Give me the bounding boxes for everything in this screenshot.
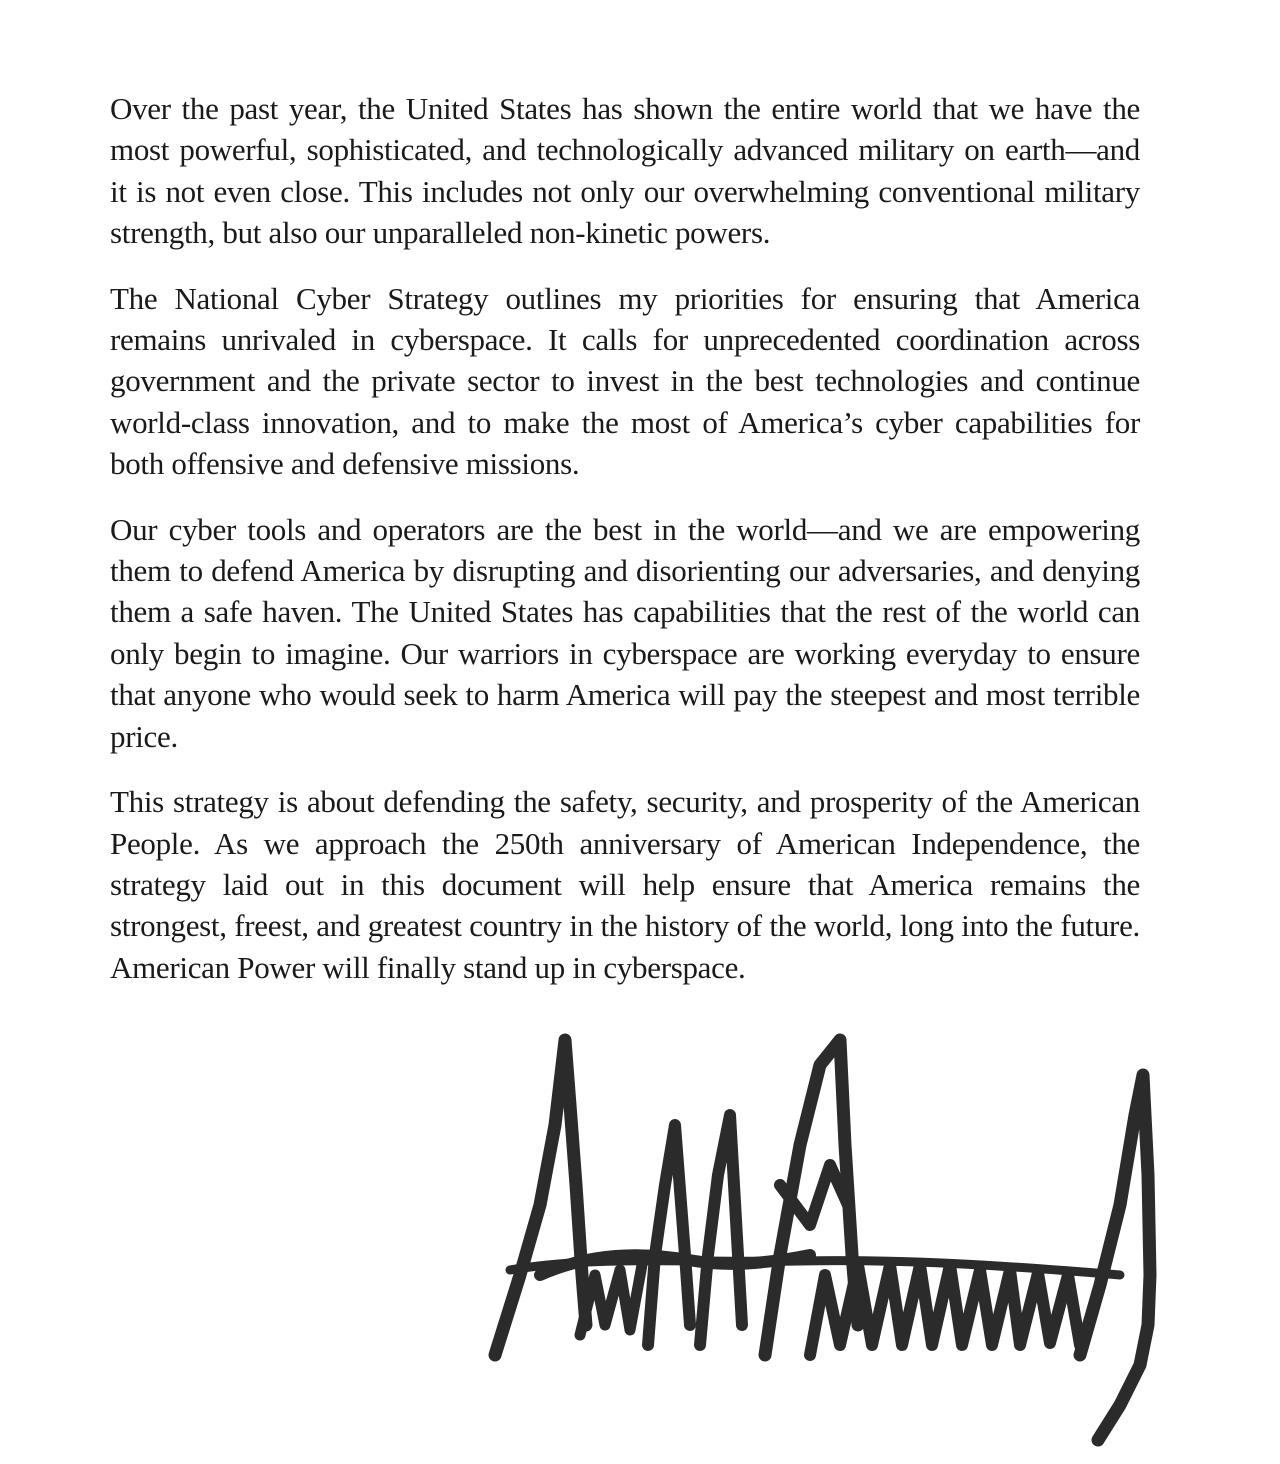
handwritten-signature (480, 1025, 1170, 1455)
signature-graphic (480, 1025, 1170, 1455)
letter-body (110, 88, 1140, 1012)
paragraph-defending-prosperity: This strategy is about defending the safety, security, and prosperity of the American People. As we approach the 250th anniversary of American Independence, the strategy laid out in this document will help ensure that America remains the strongest, freest, and greatest country in the history of the world, long into the future. American Power will finally stand up in cyberspace. (110, 784, 1140, 985)
paragraph-strategy-priorities: The National Cyber Strategy outlines my priorities for ensuring that America remains unrivaled in cyberspace. It calls for unprecedented coordination across government and the private sector to invest in the best technologies and continue world-class innovation, and to make the most of America’s cyber capabilities for both offensive and defensive missions. (110, 280, 1140, 482)
paragraph-cyber-tools: Our cyber tools and operators are the best in the world—and we are empowering them to defend America by disrupting and disorienting our adversaries, and denying them a safe haven. The United States has capabilities that the rest of the world can only begin to imagine. Our warriors in cyberspace are working everyday to ensure that anyone who would seek to harm America will pay the steepest and most terrible price. (110, 511, 1140, 754)
paragraph-military-strength: Over the past year, the United States has shown the entire world that we have the most powerful, sophisticated, and technologically advanced military on earth—and it is not even close. This includes not only our overwhelming conventional military strength, but also our unparalleled non-kinetic powers. (110, 91, 1140, 251)
